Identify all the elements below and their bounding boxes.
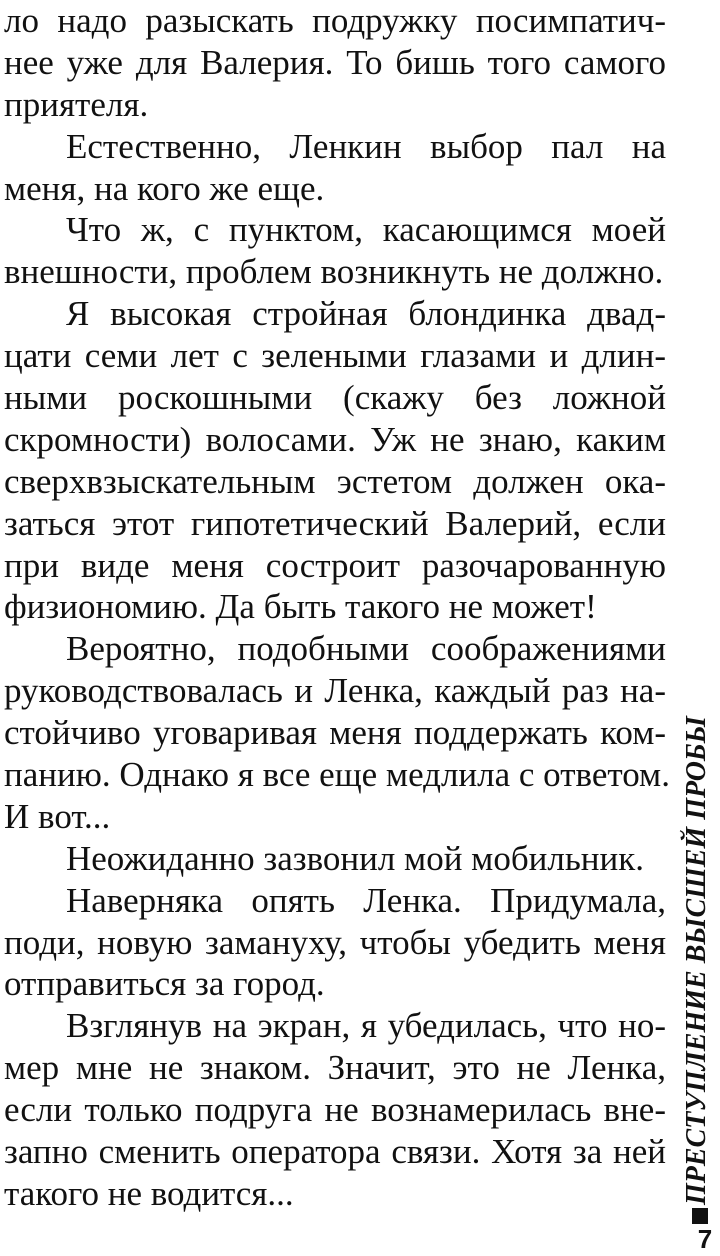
text-line: цати семи лет с зелеными глазами и длин- <box>4 336 666 376</box>
text-line: поди, новую замануху, чтобы убедить меня <box>4 922 666 962</box>
text-line: Я высокая стройная блондинка двад- <box>66 294 666 334</box>
text-line: меня, на кого же еще. <box>4 168 325 208</box>
paragraph <box>4 293 666 628</box>
body-text <box>4 0 670 1215</box>
running-title: ПРЕСТУПЛЕНИЕ ВЫСШЕЙ ПРОБЫ <box>681 716 712 1205</box>
text-line: ными роскошными (скажу без ложной <box>4 378 666 418</box>
paragraph <box>4 628 670 837</box>
text-line: Неожиданно зазвонил мой мобильник. <box>66 838 645 878</box>
text-line: при виде меня состроит разочарованную <box>4 545 666 585</box>
paragraph <box>4 0 666 126</box>
text-line: руководствовалась и Ленка, каждый раз на- <box>4 671 666 711</box>
text-line: заться этот гипотетический Валерий, если <box>4 503 666 543</box>
text-line: Наверняка опять Ленка. Придумала, <box>66 880 666 920</box>
text-line: Естественно, Ленкин выбор пал на <box>66 126 666 166</box>
paragraph <box>4 209 666 293</box>
text-line: Что ж, с пунктом, касающимся моей <box>66 210 666 250</box>
text-line: сверхвзыскательным эстетом должен ока- <box>4 461 666 501</box>
text-line: приятеля. <box>4 84 149 124</box>
text-line: панию. Однако я все еще медлила с ответом. <box>4 755 670 795</box>
text-line: физиономию. Да быть такого не может! <box>4 587 597 627</box>
text-line: скромности) волосами. Уж не знаю, каким <box>4 419 666 459</box>
page-number: 7 <box>697 1224 713 1254</box>
paragraph <box>4 126 666 210</box>
text-line: нее уже для Валерия. То бишь того самого <box>4 42 666 82</box>
paragraph <box>4 838 666 880</box>
text-line: ло надо разыскать подружку посимпатич- <box>4 1 666 40</box>
text-line: стойчиво уговаривая меня поддержать ком- <box>4 713 666 753</box>
text-line: И вот... <box>4 796 111 836</box>
text-line: такого не водится... <box>4 1173 294 1213</box>
text-line: Взглянув на экран, я убедилась, что но- <box>66 1006 666 1046</box>
text-line: внешности, проблем возникнуть не должно. <box>4 252 664 292</box>
paragraph <box>4 880 666 1006</box>
text-line: запно сменить оператора связи. Хотя за ней <box>4 1132 666 1172</box>
text-line: мер мне не знаком. Значит, это не Ленка, <box>4 1048 666 1088</box>
paragraph <box>4 1005 666 1214</box>
text-line: отправиться за город. <box>4 964 325 1004</box>
text-line: если только подруга не вознамерилась вне- <box>4 1090 666 1130</box>
text-line: Вероятно, подобными соображениями <box>66 629 666 669</box>
